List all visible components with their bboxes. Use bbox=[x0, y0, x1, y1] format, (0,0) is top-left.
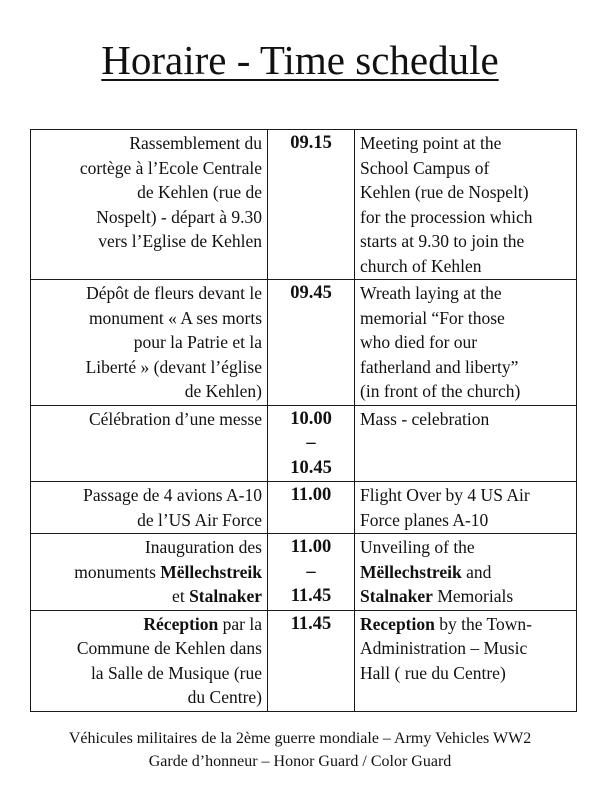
monument-name-bold: Stalnaker bbox=[360, 586, 433, 606]
table-row bbox=[31, 482, 577, 534]
english-description: Mass - celebration bbox=[355, 405, 577, 482]
english-description: Reception by the Town- Administration – Music Hall ( rue du Centre) bbox=[355, 610, 577, 711]
schedule-table bbox=[30, 129, 577, 712]
english-description: Meeting point at the School Campus of Kehlen (rue de Nospelt) for the procession which starts at 9.30 to join the church of Kehlen bbox=[355, 130, 577, 280]
french-description: Rassemblement du cortège à l’Ecole Centrale de Kehlen (rue de Nospelt) - départ à 9.30 vers l’Eglise de Kehlen bbox=[31, 130, 268, 280]
table-row bbox=[31, 130, 577, 280]
time-cell: 11.00 bbox=[268, 482, 355, 534]
table-row bbox=[31, 534, 577, 611]
french-description: Réception par la Commune de Kehlen dans la Salle de Musique (rue du Centre) bbox=[31, 610, 268, 711]
time-cell: 11.45 bbox=[268, 610, 355, 711]
monument-name-bold: Mëllechstreik bbox=[160, 561, 262, 582]
footer-vehicles: Véhicules militaires de la 2ème guerre mondiale – Army Vehicles WW2 bbox=[68, 730, 532, 747]
english-description: Unveiling of the Mëllechstreik and Stalnaker Memorials bbox=[355, 534, 577, 611]
reception-bold: Reception bbox=[360, 613, 435, 634]
page-title: Horaire - Time schedule bbox=[101, 37, 499, 83]
time-cell: 09.15 bbox=[268, 130, 355, 280]
reception-bold: Réception bbox=[143, 613, 219, 634]
time-cell: 09.45 bbox=[268, 280, 355, 406]
english-description: Wreath laying at the memorial “For those who died for our fatherland and liberty” (in front of the church) bbox=[355, 280, 577, 406]
footer-honor-guard: Garde d’honneur – Honor Guard / Color Guard bbox=[148, 753, 452, 770]
monument-name-bold: Mëllechstreik bbox=[360, 561, 462, 582]
french-description: Dépôt de fleurs devant le monument « A ses morts pour la Patrie et la Liberté » (devant l’église de Kehlen) bbox=[31, 280, 268, 406]
time-cell: 10.00 – 10.45 bbox=[268, 405, 355, 482]
french-description: Inauguration des monuments Mëllechstreik et Stalnaker bbox=[31, 534, 268, 611]
french-description: Célébration d’une messe bbox=[31, 405, 268, 482]
monument-name-bold: Stalnaker bbox=[189, 586, 262, 606]
time-cell: 11.00 – 11.45 bbox=[268, 534, 355, 611]
table-row bbox=[31, 610, 577, 711]
table-row bbox=[31, 280, 577, 406]
english-description: Flight Over by 4 US Air Force planes A-10 bbox=[355, 482, 577, 534]
table-row bbox=[31, 405, 577, 482]
french-description: Passage de 4 avions A-10 de l’US Air Force bbox=[31, 482, 268, 534]
